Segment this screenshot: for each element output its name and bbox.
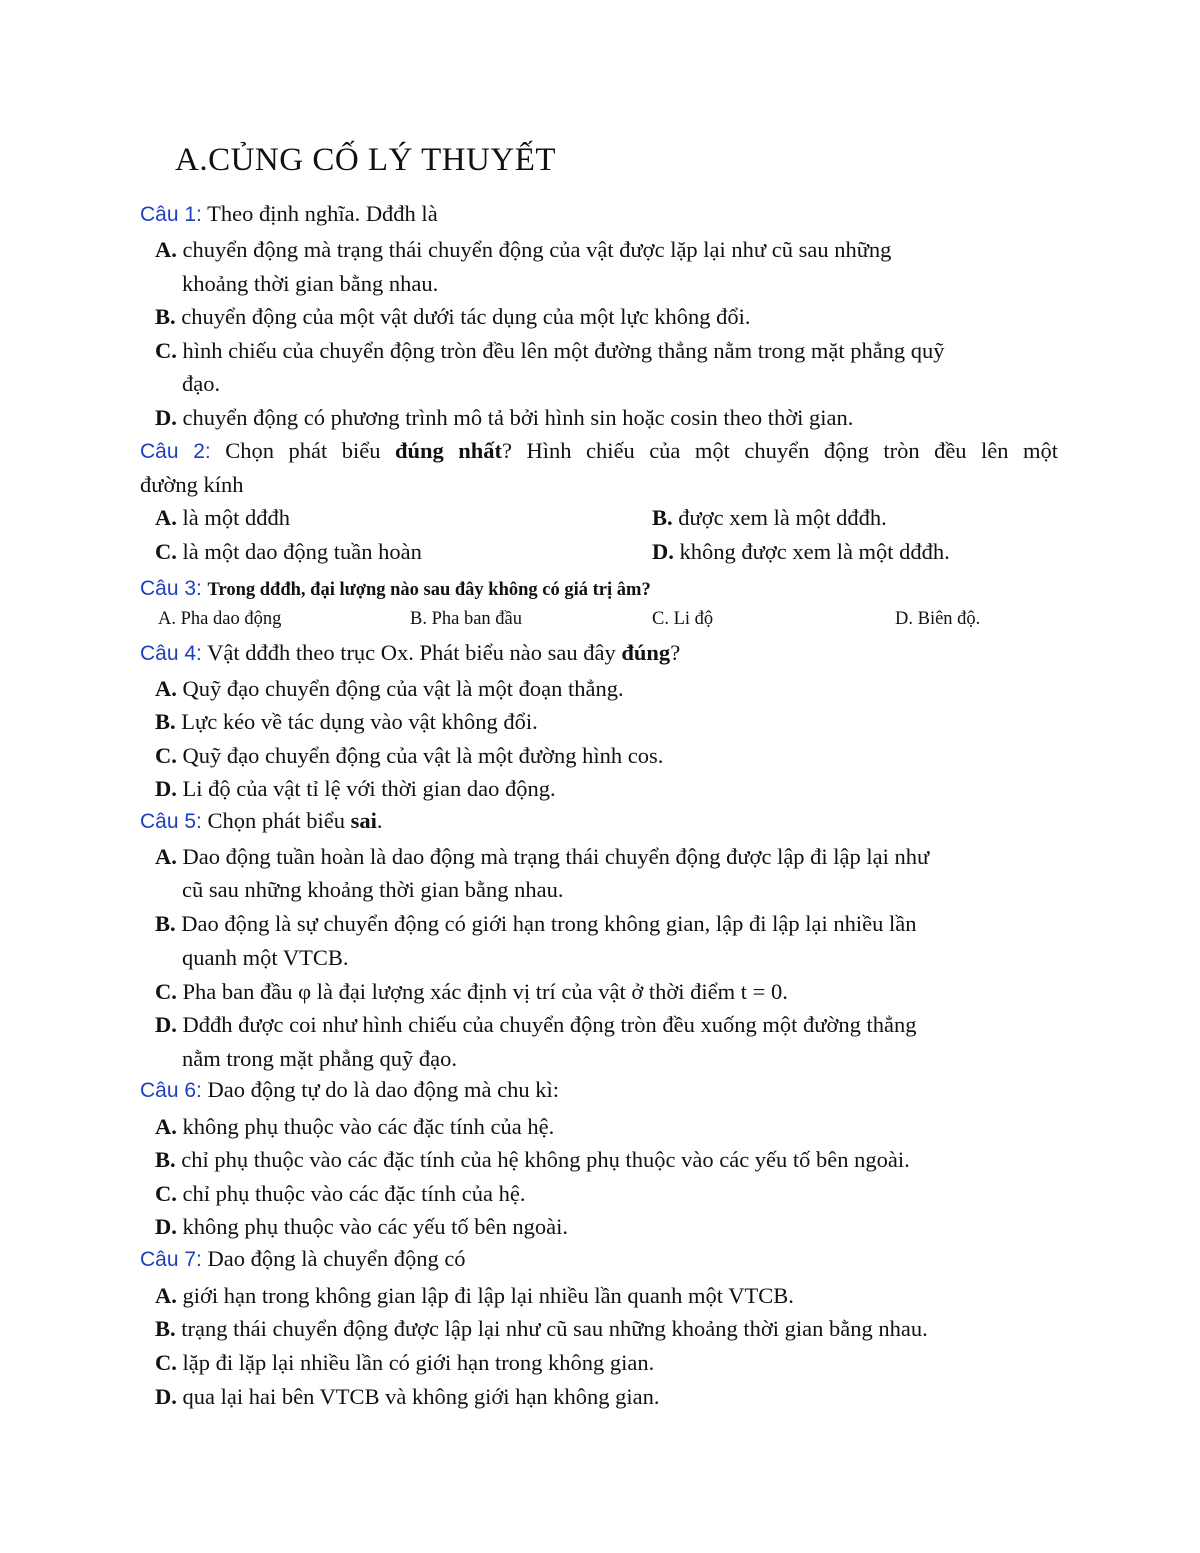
- q7-option-c: C. lặp đi lặp lại nhiều lần có giới hạn trong không gian.: [155, 1350, 655, 1375]
- q1-option-b: B. chuyển động của một vật dưới tác dụng của một lực không đổi.: [155, 304, 751, 329]
- question-1: [140, 201, 438, 227]
- question-number: Câu 7:: [140, 1248, 202, 1271]
- q3-option-b: B. Pha ban đầu: [410, 609, 523, 629]
- section-heading: A.CỦNG CỐ LÝ THUYẾT: [175, 142, 557, 178]
- question-text: Trong dđđh, đại lượng nào sau đây không có giá trị âm?: [207, 580, 651, 600]
- question-2-cont: đường kính: [140, 472, 244, 497]
- q1-option-d: D. chuyển động có phương trình mô tả bởi hình sin hoặc cosin theo thời gian.: [155, 405, 854, 430]
- q7-option-b: B. trạng thái chuyển động được lập lại như cũ sau những khoảng thời gian bằng nhau.: [155, 1316, 928, 1341]
- q5-option-a: A. Dao động tuần hoàn là dao động mà trạng thái chuyển động được lập đi lập lại như: [155, 844, 930, 869]
- q5-option-c: C. Pha ban đầu φ là đại lượng xác định vị trí của vật ở thời điểm t = 0.: [155, 979, 788, 1004]
- q3-option-c: C. Li độ: [652, 609, 714, 629]
- q1-option-c: C. hình chiếu của chuyển động tròn đều lên một đường thẳng nằm trong mặt phẳng quỹ: [155, 338, 945, 363]
- q4-option-d: D. Li độ của vật tỉ lệ với thời gian dao động.: [155, 776, 556, 801]
- q7-option-a: A. giới hạn trong không gian lập đi lập lại nhiều lần quanh một VTCB.: [155, 1283, 794, 1308]
- q3-option-d: D. Biên độ.: [895, 609, 981, 629]
- question-number: Câu 6:: [140, 1079, 202, 1102]
- question-3: [140, 575, 651, 601]
- question-number: Câu 4:: [140, 642, 202, 665]
- question-number: Câu 5:: [140, 810, 202, 833]
- q6-option-d: D. không phụ thuộc vào các yếu tố bên ngoài.: [155, 1214, 569, 1239]
- q2-option-b: B. được xem là một dđđh.: [652, 505, 887, 530]
- question-text: Theo định nghĩa. Dđđh là: [207, 201, 438, 226]
- question-number: Câu 1:: [140, 203, 202, 226]
- q1-option-c-cont: đạo.: [182, 371, 221, 396]
- question-text: Dao động tự do là dao động mà chu kì:: [207, 1077, 560, 1102]
- question-6: [140, 1077, 559, 1103]
- q5-option-b: B. Dao động là sự chuyển động có giới hạn trong không gian, lập đi lập lại nhiều lần: [155, 911, 917, 936]
- q6-option-b: B. chỉ phụ thuộc vào các đặc tính của hệ không phụ thuộc vào các yếu tố bên ngoài.: [155, 1147, 910, 1172]
- q7-option-d: D. qua lại hai bên VTCB và không giới hạn không gian.: [155, 1384, 660, 1409]
- q5-option-b-cont: quanh một VTCB.: [182, 945, 349, 970]
- q6-option-c: C. chỉ phụ thuộc vào các đặc tính của hệ.: [155, 1181, 526, 1206]
- q1-option-a: A. chuyển động mà trạng thái chuyển động của vật được lặp lại như cũ sau những: [155, 237, 892, 262]
- q6-option-a: A. không phụ thuộc vào các đặc tính của hệ.: [155, 1114, 555, 1139]
- question-7: [140, 1246, 466, 1272]
- q4-option-c: C. Quỹ đạo chuyển động của vật là một đường hình cos.: [155, 743, 664, 768]
- question-5: Câu 5: Chọn phát biểu sai.: [140, 808, 383, 833]
- question-text: Dao động là chuyển động có: [207, 1246, 466, 1271]
- q2-option-d: D. không được xem là một dđđh.: [652, 539, 950, 564]
- question-number: Câu 2:: [140, 440, 211, 463]
- question-2: Câu 2: Chọn phát biểu đúng nhất? Hình chiếu của một chuyển động tròn đều lên một: [140, 438, 1059, 463]
- q1-option-a-cont: khoảng thời gian bằng nhau.: [182, 271, 439, 296]
- q2-option-a: A. là một dđđh: [155, 505, 290, 530]
- q5-option-d: D. Dđđh được coi như hình chiếu của chuyển động tròn đều xuống một đường thẳng: [155, 1012, 917, 1037]
- q3-option-a: A. Pha dao động: [158, 609, 282, 629]
- question-4: Câu 4: Vật dđđh theo trục Ox. Phát biểu nào sau đây đúng?: [140, 640, 681, 665]
- q4-option-b: B. Lực kéo về tác dụng vào vật không đổi.: [155, 709, 538, 734]
- q2-option-c: C. là một dao động tuần hoàn: [155, 539, 422, 564]
- question-number: Câu 3:: [140, 577, 202, 600]
- q5-option-d-cont: nằm trong mặt phẳng quỹ đạo.: [182, 1046, 457, 1071]
- q5-option-a-cont: cũ sau những khoảng thời gian bằng nhau.: [182, 877, 564, 902]
- q4-option-a: A. Quỹ đạo chuyển động của vật là một đoạn thẳng.: [155, 676, 624, 701]
